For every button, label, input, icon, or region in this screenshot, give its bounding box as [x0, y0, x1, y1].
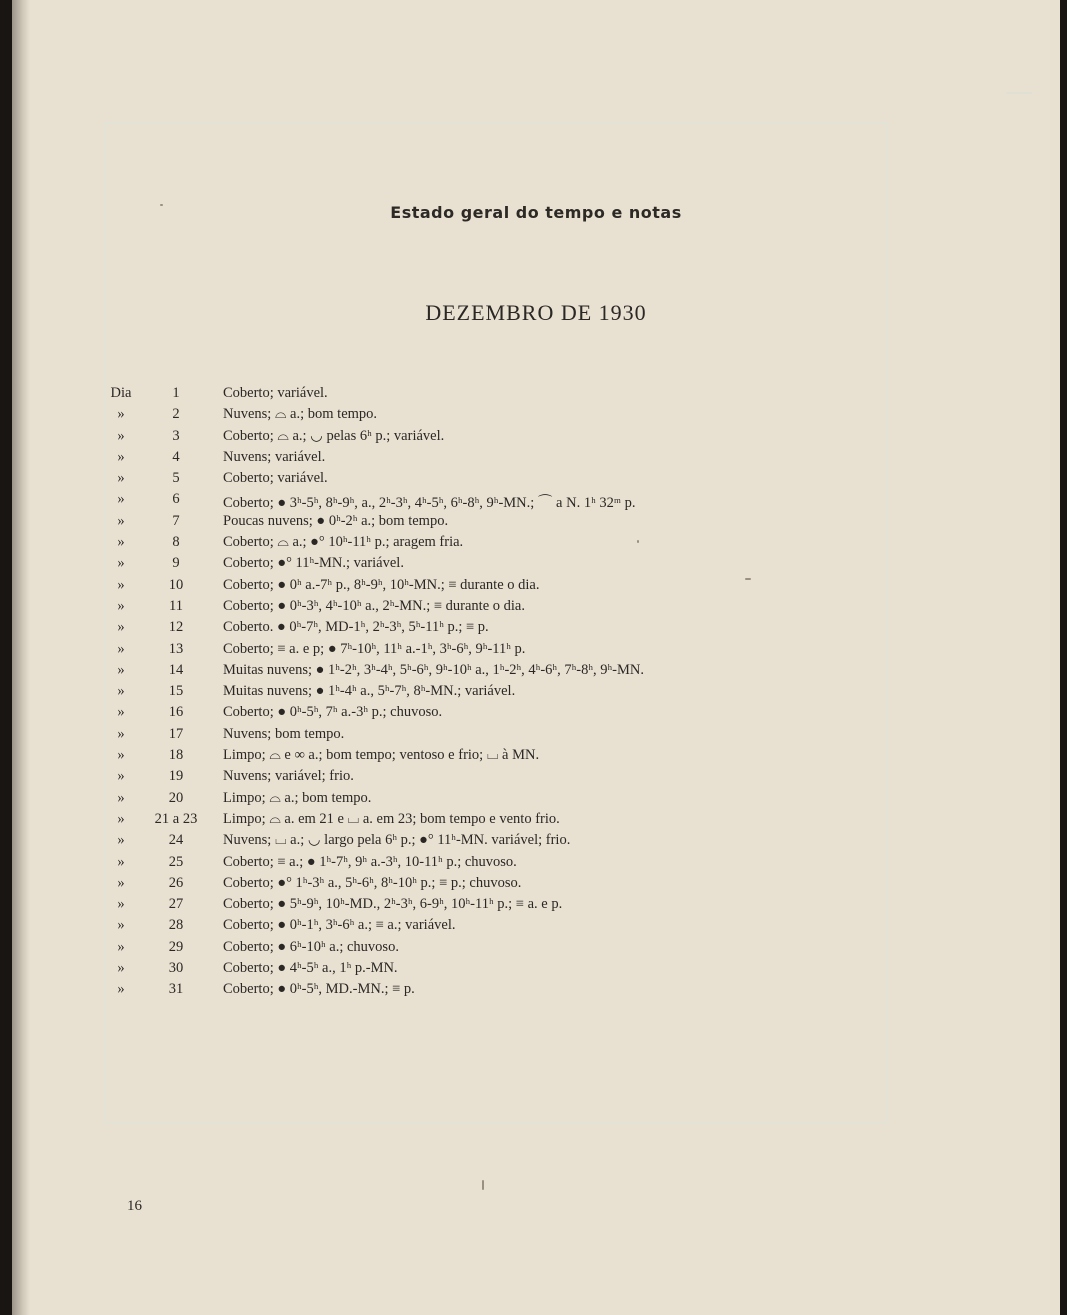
day-number: 21 a 23	[154, 810, 198, 827]
day-prefix: »	[117, 640, 125, 657]
list-item	[12, 937, 1060, 958]
day-number: 16	[168, 704, 184, 721]
day-number: 9	[172, 555, 180, 572]
day-prefix: »	[117, 704, 125, 721]
weather-note: Nuvens; ⌓ a.; bom tempo.	[223, 406, 378, 423]
list-item	[12, 958, 1060, 979]
day-number: 30	[168, 960, 184, 977]
weather-note: Coberto; ● 6ʰ-10ʰ a.; chuvoso.	[223, 938, 399, 955]
day-number: 29	[168, 938, 184, 955]
list-item	[12, 660, 1060, 681]
weather-note: Coberto; ● 0ʰ-5ʰ, MD.-MN.; ≡ p.	[223, 981, 415, 998]
weather-note: Poucas nuvens; ● 0ʰ-2ʰ a.; bom tempo.	[223, 512, 449, 529]
weather-note: Muitas nuvens; ● 1ʰ-2ʰ, 3ʰ-4ʰ, 5ʰ-6ʰ, 9ʰ-10ʰ a., 1ʰ-2ʰ, 4ʰ-6ʰ, 7ʰ-8ʰ, 9ʰ-MN.	[223, 661, 644, 678]
day-number: 1	[172, 385, 180, 401]
list-item	[12, 575, 1060, 596]
list-item	[12, 447, 1060, 468]
list-item	[12, 702, 1060, 723]
day-number: 31	[168, 981, 184, 998]
weather-note: Nuvens; variável; frio.	[223, 768, 354, 785]
day-prefix: »	[117, 853, 125, 870]
weather-note: Coberto; ● 3ʰ-5ʰ, 8ʰ-9ʰ, a., 2ʰ-3ʰ, 4ʰ-5ʰ, 6ʰ-8ʰ, 9ʰ-MN.; ⌒ a N. 1ʰ 32ᵐ p.	[223, 495, 636, 512]
day-prefix: »	[117, 917, 125, 934]
weather-note: Coberto; ●° 1ʰ-3ʰ a., 5ʰ-6ʰ, 8ʰ-10ʰ p.; ≡ p.; chuvoso.	[223, 874, 522, 891]
day-prefix: Dia	[110, 385, 132, 401]
weather-note: Coberto; ● 4ʰ-5ʰ a., 1ʰ p.-MN.	[223, 960, 398, 977]
day-number: 17	[168, 725, 184, 742]
day-number: 24	[168, 832, 184, 849]
weather-note: Coberto; ● 0ʰ-5ʰ, 7ʰ a.-3ʰ p.; chuvoso.	[223, 704, 443, 721]
month-title: DEZEMBRO DE 1930	[425, 300, 647, 325]
corner-mark	[1006, 92, 1032, 104]
list-item	[12, 468, 1060, 489]
day-prefix: »	[117, 576, 125, 593]
weather-note: Nuvens; variável.	[223, 448, 326, 465]
weather-note: Coberto; ● 0ʰ-3ʰ, 4ʰ-10ʰ a., 2ʰ-MN.; ≡ durante o dia.	[223, 597, 525, 614]
list-item	[12, 788, 1060, 809]
list-item	[12, 489, 1060, 510]
day-number: 3	[172, 427, 180, 444]
paper-speck	[160, 204, 163, 206]
list-item	[12, 873, 1060, 894]
weather-note: Coberto; ● 0ʰ-1ʰ, 3ʰ-6ʰ a.; ≡ a.; variável.	[223, 917, 456, 934]
day-number: 6	[172, 491, 180, 508]
day-prefix: »	[117, 789, 125, 806]
day-number: 26	[168, 874, 184, 891]
day-number: 13	[168, 640, 184, 657]
list-item	[12, 426, 1060, 447]
weather-note: Limpo; ⌓ e ∞ a.; bom tempo; ventoso e frio; ⌴ à MN.	[223, 747, 540, 764]
day-number: 19	[168, 768, 184, 785]
list-item	[12, 681, 1060, 702]
list-item	[12, 532, 1060, 553]
day-number: 20	[168, 789, 184, 806]
day-prefix: »	[117, 427, 125, 444]
day-number: 10	[168, 576, 184, 593]
day-number: 7	[172, 512, 180, 529]
day-number: 14	[168, 661, 184, 678]
list-item	[12, 830, 1060, 851]
weather-note: Coberto. ● 0ʰ-7ʰ, MD-1ʰ, 2ʰ-3ʰ, 5ʰ-11ʰ p.; ≡ p.	[223, 619, 489, 636]
weather-note: Nuvens; ⌴ a.; ◡ largo pela 6ʰ p.; ●° 11ʰ-MN. variável; frio.	[223, 832, 571, 849]
day-prefix: »	[117, 896, 125, 913]
day-prefix: »	[117, 661, 125, 678]
day-number: 18	[168, 747, 184, 764]
section-heading: Estado geral do tempo e notas	[390, 203, 682, 222]
day-prefix: »	[117, 555, 125, 572]
list-item	[12, 596, 1060, 617]
weather-note: Nuvens; bom tempo.	[223, 725, 345, 742]
day-number: 25	[168, 853, 184, 870]
day-number: 11	[169, 597, 183, 614]
day-prefix: »	[117, 534, 125, 551]
list-item	[12, 553, 1060, 574]
list-item	[12, 809, 1060, 830]
list-item	[12, 617, 1060, 638]
weather-note: Coberto; ⌓ a.; ●° 10ʰ-11ʰ p.; aragem fria.	[223, 534, 464, 551]
list-item	[12, 979, 1060, 1000]
day-number: 8	[172, 534, 180, 551]
day-prefix: »	[117, 747, 125, 764]
day-prefix: »	[117, 810, 125, 827]
paper-speck	[745, 578, 751, 580]
day-prefix: »	[117, 619, 125, 636]
day-prefix: »	[117, 512, 125, 529]
list-item	[12, 404, 1060, 425]
day-prefix: »	[117, 874, 125, 891]
weather-note: Coberto; variável.	[223, 385, 328, 401]
list-item	[12, 745, 1060, 766]
day-number: 12	[168, 619, 184, 636]
day-prefix: »	[117, 938, 125, 955]
day-number: 5	[172, 470, 180, 487]
day-number: 4	[172, 448, 180, 465]
list-item	[12, 511, 1060, 532]
day-prefix: »	[117, 768, 125, 785]
list-item	[12, 724, 1060, 745]
day-number: 2	[172, 406, 180, 423]
weather-note: Limpo; ⌓ a. em 21 e ⌴ a. em 23; bom tempo e vento frio.	[223, 810, 560, 827]
weather-notes-list	[12, 383, 1060, 1001]
weather-note: Coberto; ≡ a.; ● 1ʰ-7ʰ, 9ʰ a.-3ʰ, 10-11ʰ p.; chuvoso.	[223, 853, 517, 870]
day-number: 28	[168, 917, 184, 934]
day-prefix: »	[117, 832, 125, 849]
day-prefix: »	[117, 406, 125, 423]
day-prefix: »	[117, 470, 125, 487]
day-prefix: »	[117, 491, 125, 508]
list-item	[12, 766, 1060, 787]
day-number: 15	[168, 683, 184, 700]
weather-note: Muitas nuvens; ● 1ʰ-4ʰ a., 5ʰ-7ʰ, 8ʰ-MN.; variável.	[223, 683, 516, 700]
document-page	[12, 0, 1060, 1315]
day-prefix: »	[117, 960, 125, 977]
day-prefix: »	[117, 981, 125, 998]
list-item	[12, 639, 1060, 660]
day-prefix: »	[117, 597, 125, 614]
weather-note: Coberto; ● 5ʰ-9ʰ, 10ʰ-MD., 2ʰ-3ʰ, 6-9ʰ, 10ʰ-11ʰ p.; ≡ a. e p.	[223, 896, 563, 913]
page-number: 16	[127, 1198, 142, 1214]
day-prefix: »	[117, 683, 125, 700]
day-prefix: »	[117, 725, 125, 742]
weather-note: Coberto; ●° 11ʰ-MN.; variável.	[223, 555, 404, 572]
list-item	[12, 852, 1060, 873]
day-prefix: »	[117, 448, 125, 465]
list-item	[12, 383, 1060, 404]
list-item	[12, 915, 1060, 936]
weather-note: Coberto; ⌓ a.; ◡ pelas 6ʰ p.; variável.	[223, 427, 445, 444]
paper-speck	[637, 540, 639, 543]
weather-note: Coberto; ● 0ʰ a.-7ʰ p., 8ʰ-9ʰ, 10ʰ-MN.; ≡ durante o dia.	[223, 576, 540, 593]
paper-speck	[482, 1180, 484, 1190]
weather-note: Coberto; variável.	[223, 470, 328, 487]
weather-note: Limpo; ⌓ a.; bom tempo.	[223, 789, 372, 806]
list-item	[12, 894, 1060, 915]
day-number: 27	[168, 896, 184, 913]
weather-note: Coberto; ≡ a. e p; ● 7ʰ-10ʰ, 11ʰ a.-1ʰ, 3ʰ-6ʰ, 9ʰ-11ʰ p.	[223, 640, 526, 657]
